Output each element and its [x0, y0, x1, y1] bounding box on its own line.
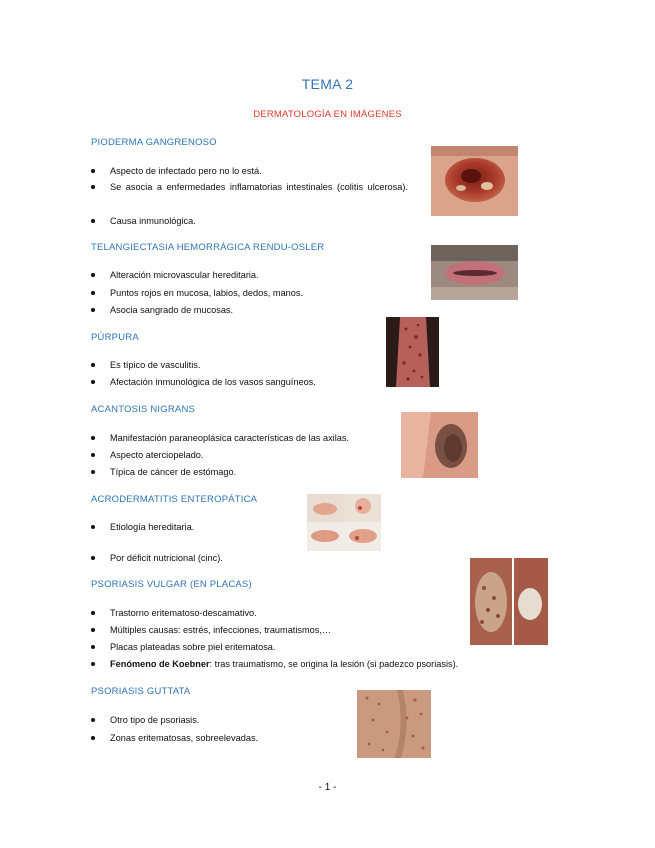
bullet-icon — [91, 219, 95, 223]
bullet-icon — [91, 470, 95, 474]
bullet-icon — [91, 556, 95, 560]
psoriasis-guttata-photo — [357, 690, 431, 758]
purpura-photo — [386, 317, 439, 387]
bullet-icon — [91, 611, 95, 615]
section-heading-psoriasis-vulgar: PSORIASIS VULGAR (EN PLACAS) — [91, 579, 252, 590]
psoriasis-vulgar-photo — [470, 558, 548, 645]
section-heading-psoriasis-guttata: PSORIASIS GUTTATA — [91, 686, 191, 697]
section-heading-purpura: PÚRPURA — [91, 332, 139, 343]
acrodermatitis-photo — [307, 494, 381, 551]
page-number: - 1 - — [318, 782, 337, 793]
bullet-icon — [91, 525, 95, 529]
bullet-icon — [91, 169, 95, 173]
bullet-icon — [91, 718, 95, 722]
bullet-icon — [91, 628, 95, 632]
section-heading-telangiectasia: TELANGIECTASIA HEMORRÁGICA RENDU-OSLER — [91, 242, 325, 253]
bullet-icon — [91, 380, 95, 384]
page-title: TEMA 2 — [301, 76, 354, 92]
section-heading-acantosis: ACANTOSIS NIGRANS — [91, 404, 196, 415]
koebner-description: : tras traumatismo, se origina la lesión (si padezco psoriasis). — [209, 659, 459, 669]
bullet-icon — [91, 645, 95, 649]
pioderma-photo — [431, 146, 518, 216]
bullet-icon — [91, 436, 95, 440]
list-item: Se asocia a enfermedades inflamatorias intestinales (colitis ulcerosa). — [110, 182, 408, 192]
bullet-icon — [91, 736, 95, 740]
bullet-icon — [91, 291, 95, 295]
section-heading-acrodermatitis: ACRODERMATITIS ENTEROPÁTICA — [91, 494, 258, 505]
bullet-icon — [91, 273, 95, 277]
page-subtitle: DERMATOLOGÍA EN IMÁGENES — [253, 109, 402, 120]
bullet-icon — [91, 363, 95, 367]
telangiectasia-photo — [431, 245, 518, 300]
bullet-icon — [91, 453, 95, 457]
bullet-icon — [91, 308, 95, 312]
acantosis-photo — [401, 412, 478, 478]
bullet-icon — [91, 662, 95, 666]
koebner-term: Fenómeno de Koebner — [110, 659, 210, 669]
section-heading-pioderma: PIODERMA GANGRENOSO — [91, 137, 217, 148]
bullet-icon — [91, 185, 95, 189]
